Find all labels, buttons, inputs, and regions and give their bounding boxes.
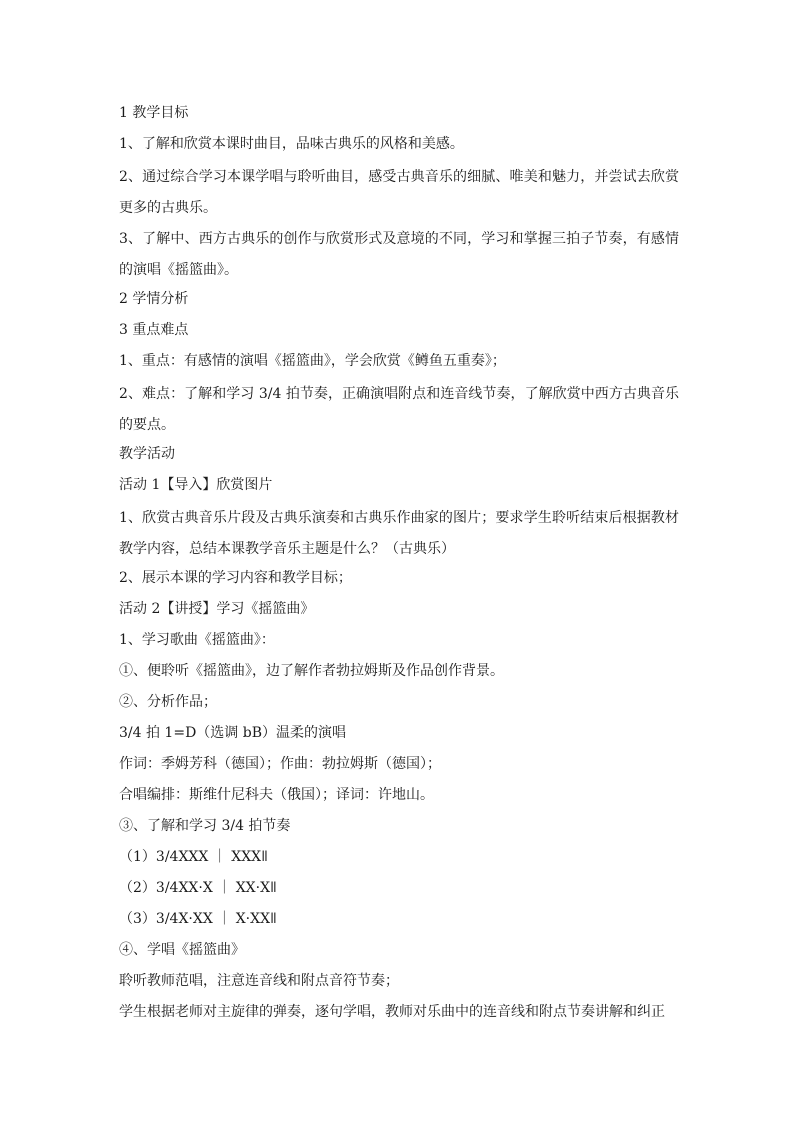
paragraph-goal-2: 2、通过综合学习本课学唱与聆听曲目，感受古典音乐的细腻、唯美和魅力，并尝试去欣赏更多的古典乐。 — [119, 169, 679, 216]
song-credits-lyrics-composer: 作词：季姆芳科（德国）；作曲：勃拉姆斯（德国）； — [119, 756, 441, 772]
activity-1-heading: 活动 1【导入】欣赏图片 — [119, 477, 273, 493]
step-2-analyze: ②、分析作品； — [119, 694, 217, 710]
section-heading-student-analysis: 2 学情分析 — [119, 291, 189, 307]
paragraph-activity-1-item-2: 2、展示本课的学习内容和教学目标； — [119, 570, 352, 586]
activity-2-heading: 活动 2【讲授】学习《摇篮曲》 — [119, 601, 315, 617]
paragraph-activity-1-item-1: 1、欣赏古典音乐片段及古典乐演奏和古典乐作曲家的图片；要求学生聆听结束后根据教材教学内容，总结本课教学音乐主题是什么？（古典乐） — [119, 510, 679, 557]
step-4-sing: ④、学唱《摇篮曲》 — [119, 942, 245, 958]
paragraph-learn-song: 1、学习歌曲《摇篮曲》： — [119, 632, 275, 648]
step-3-rhythm: ③、了解和学习 3/4 拍节奏 — [119, 818, 291, 834]
paragraph-goal-1: 1、了解和欣赏本课时曲目，品味古典乐的风格和美感。 — [119, 136, 464, 152]
paragraph-key-point: 1、重点：有感情的演唱《摇篮曲》，学会欣赏《鳟鱼五重奏》； — [119, 353, 506, 369]
section-heading-teaching-goals: 1 教学目标 — [119, 105, 189, 121]
paragraph-goal-3: 3、了解中、西方古典乐的创作与欣赏形式及意境的不同，学习和掌握三拍子节奏，有感情的演唱《摇篮曲》。 — [119, 231, 679, 278]
paragraph-student-practice: 学生根据老师对主旋律的弹奏，逐句学唱，教师对乐曲中的连音线和附点节奏讲解和纠正 — [119, 1004, 665, 1020]
paragraph-listen-teacher: 聆听教师范唱，注意连音线和附点音符节奏； — [119, 973, 399, 989]
section-heading-activities: 教学活动 — [119, 446, 175, 462]
rhythm-pattern-2: （2）3/4XX·X ｜ XX·Xǁ — [119, 880, 277, 896]
rhythm-pattern-1: （1）3/4XXX ｜ XXXǁ — [119, 849, 269, 865]
document-body — [119, 100, 679, 1026]
section-heading-key-points: 3 重点难点 — [119, 322, 189, 338]
song-credits-arrangement: 合唱编排：斯维什尼科夫（俄国）；译词：许地山。 — [119, 787, 434, 803]
song-key-info: 3/4 拍 1=D（选调 bB）温柔的演唱 — [119, 725, 346, 741]
rhythm-pattern-3: （3）3/4X·XX ｜ X·XXǁ — [119, 911, 277, 927]
step-1-listen: ①、便聆听《摇篮曲》，边了解作者勃拉姆斯及作品创作背景。 — [119, 663, 504, 679]
paragraph-difficult-point: 2、难点：了解和学习 3/4 拍节奏，正确演唱附点和连音线节奏，了解欣赏中西方古典音乐的要点。 — [119, 386, 679, 433]
